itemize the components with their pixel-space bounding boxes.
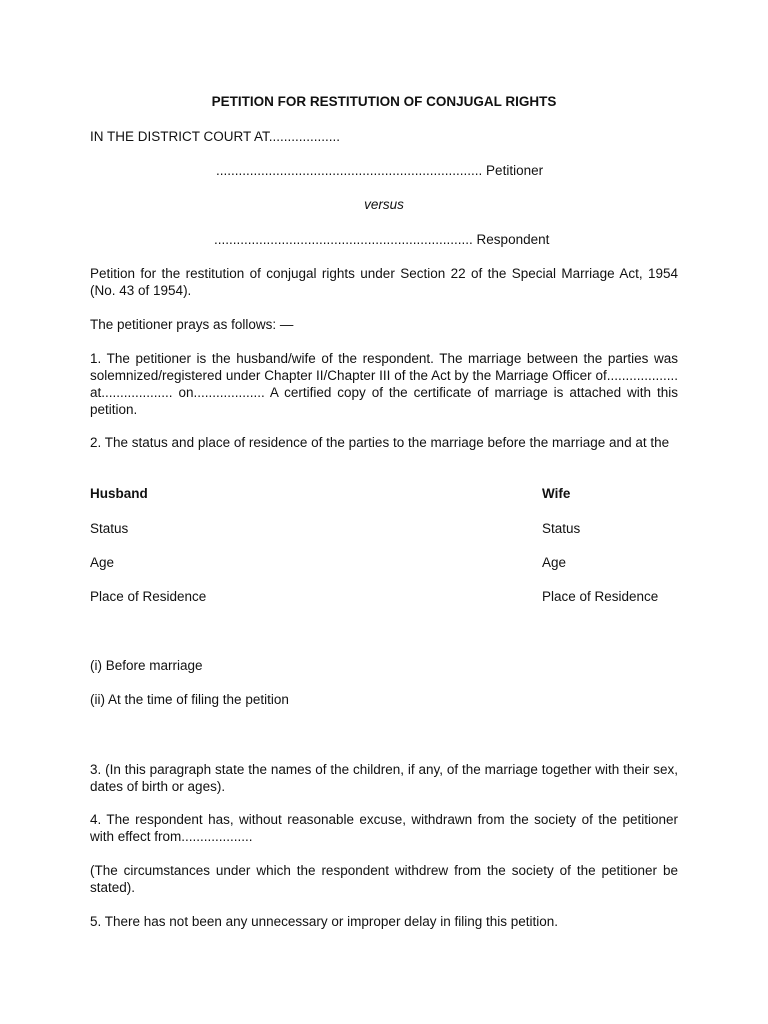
wife-residence: Place of Residence: [542, 589, 659, 604]
respondent-line: ..................................................................... Respondent: [214, 232, 550, 247]
prays-line: The petitioner prays as follows: —: [90, 317, 294, 332]
wife-header: Wife: [542, 486, 571, 501]
item-filing-time: (ii) At the time of filing the petition: [90, 692, 289, 707]
circumstances-paragraph: (The circumstances under which the respondent withdrew from the society of the petitioner be stated).: [90, 863, 678, 895]
paragraph-2: 2. The status and place of residence of the parties to the marriage before the marriage and at the: [90, 435, 670, 450]
husband-age: Age: [90, 555, 115, 570]
paragraph-3: 3. (In this paragraph state the names of the children, if any, of the marriage together with their sex, dates of birth or ages).: [90, 762, 678, 794]
paragraph-5: 5. There has not been any unnecessary or improper delay in filing this petition.: [90, 914, 559, 929]
versus-text: versus: [364, 197, 404, 212]
item-before-marriage: (i) Before marriage: [90, 658, 203, 673]
husband-header: Husband: [90, 486, 148, 501]
husband-status: Status: [90, 521, 129, 536]
court-line: IN THE DISTRICT COURT AT...................: [90, 129, 341, 144]
husband-residence: Place of Residence: [90, 589, 207, 604]
wife-age: Age: [542, 555, 567, 570]
wife-status: Status: [542, 521, 581, 536]
paragraph-4: 4. The respondent has, without reasonable excuse, withdrawn from the society of the petitioner with effect from...................: [90, 812, 678, 844]
document-title: PETITION FOR RESTITUTION OF CONJUGAL RIGHTS: [211, 94, 557, 109]
paragraph-1: 1. The petitioner is the husband/wife of the respondent. The marriage between the parties was solemnized/registered under Chapter II/Chapter III of the Act by the Marriage Officer of................... at................... on................... A certified copy of the certificate of marriage is attached with this petition.: [90, 351, 678, 417]
intro-paragraph: Petition for the restitution of conjugal rights under Section 22 of the Special Marriage Act, 1954 (No. 43 of 1954).: [90, 266, 678, 298]
petitioner-line: ....................................................................... Petitioner: [216, 163, 544, 178]
